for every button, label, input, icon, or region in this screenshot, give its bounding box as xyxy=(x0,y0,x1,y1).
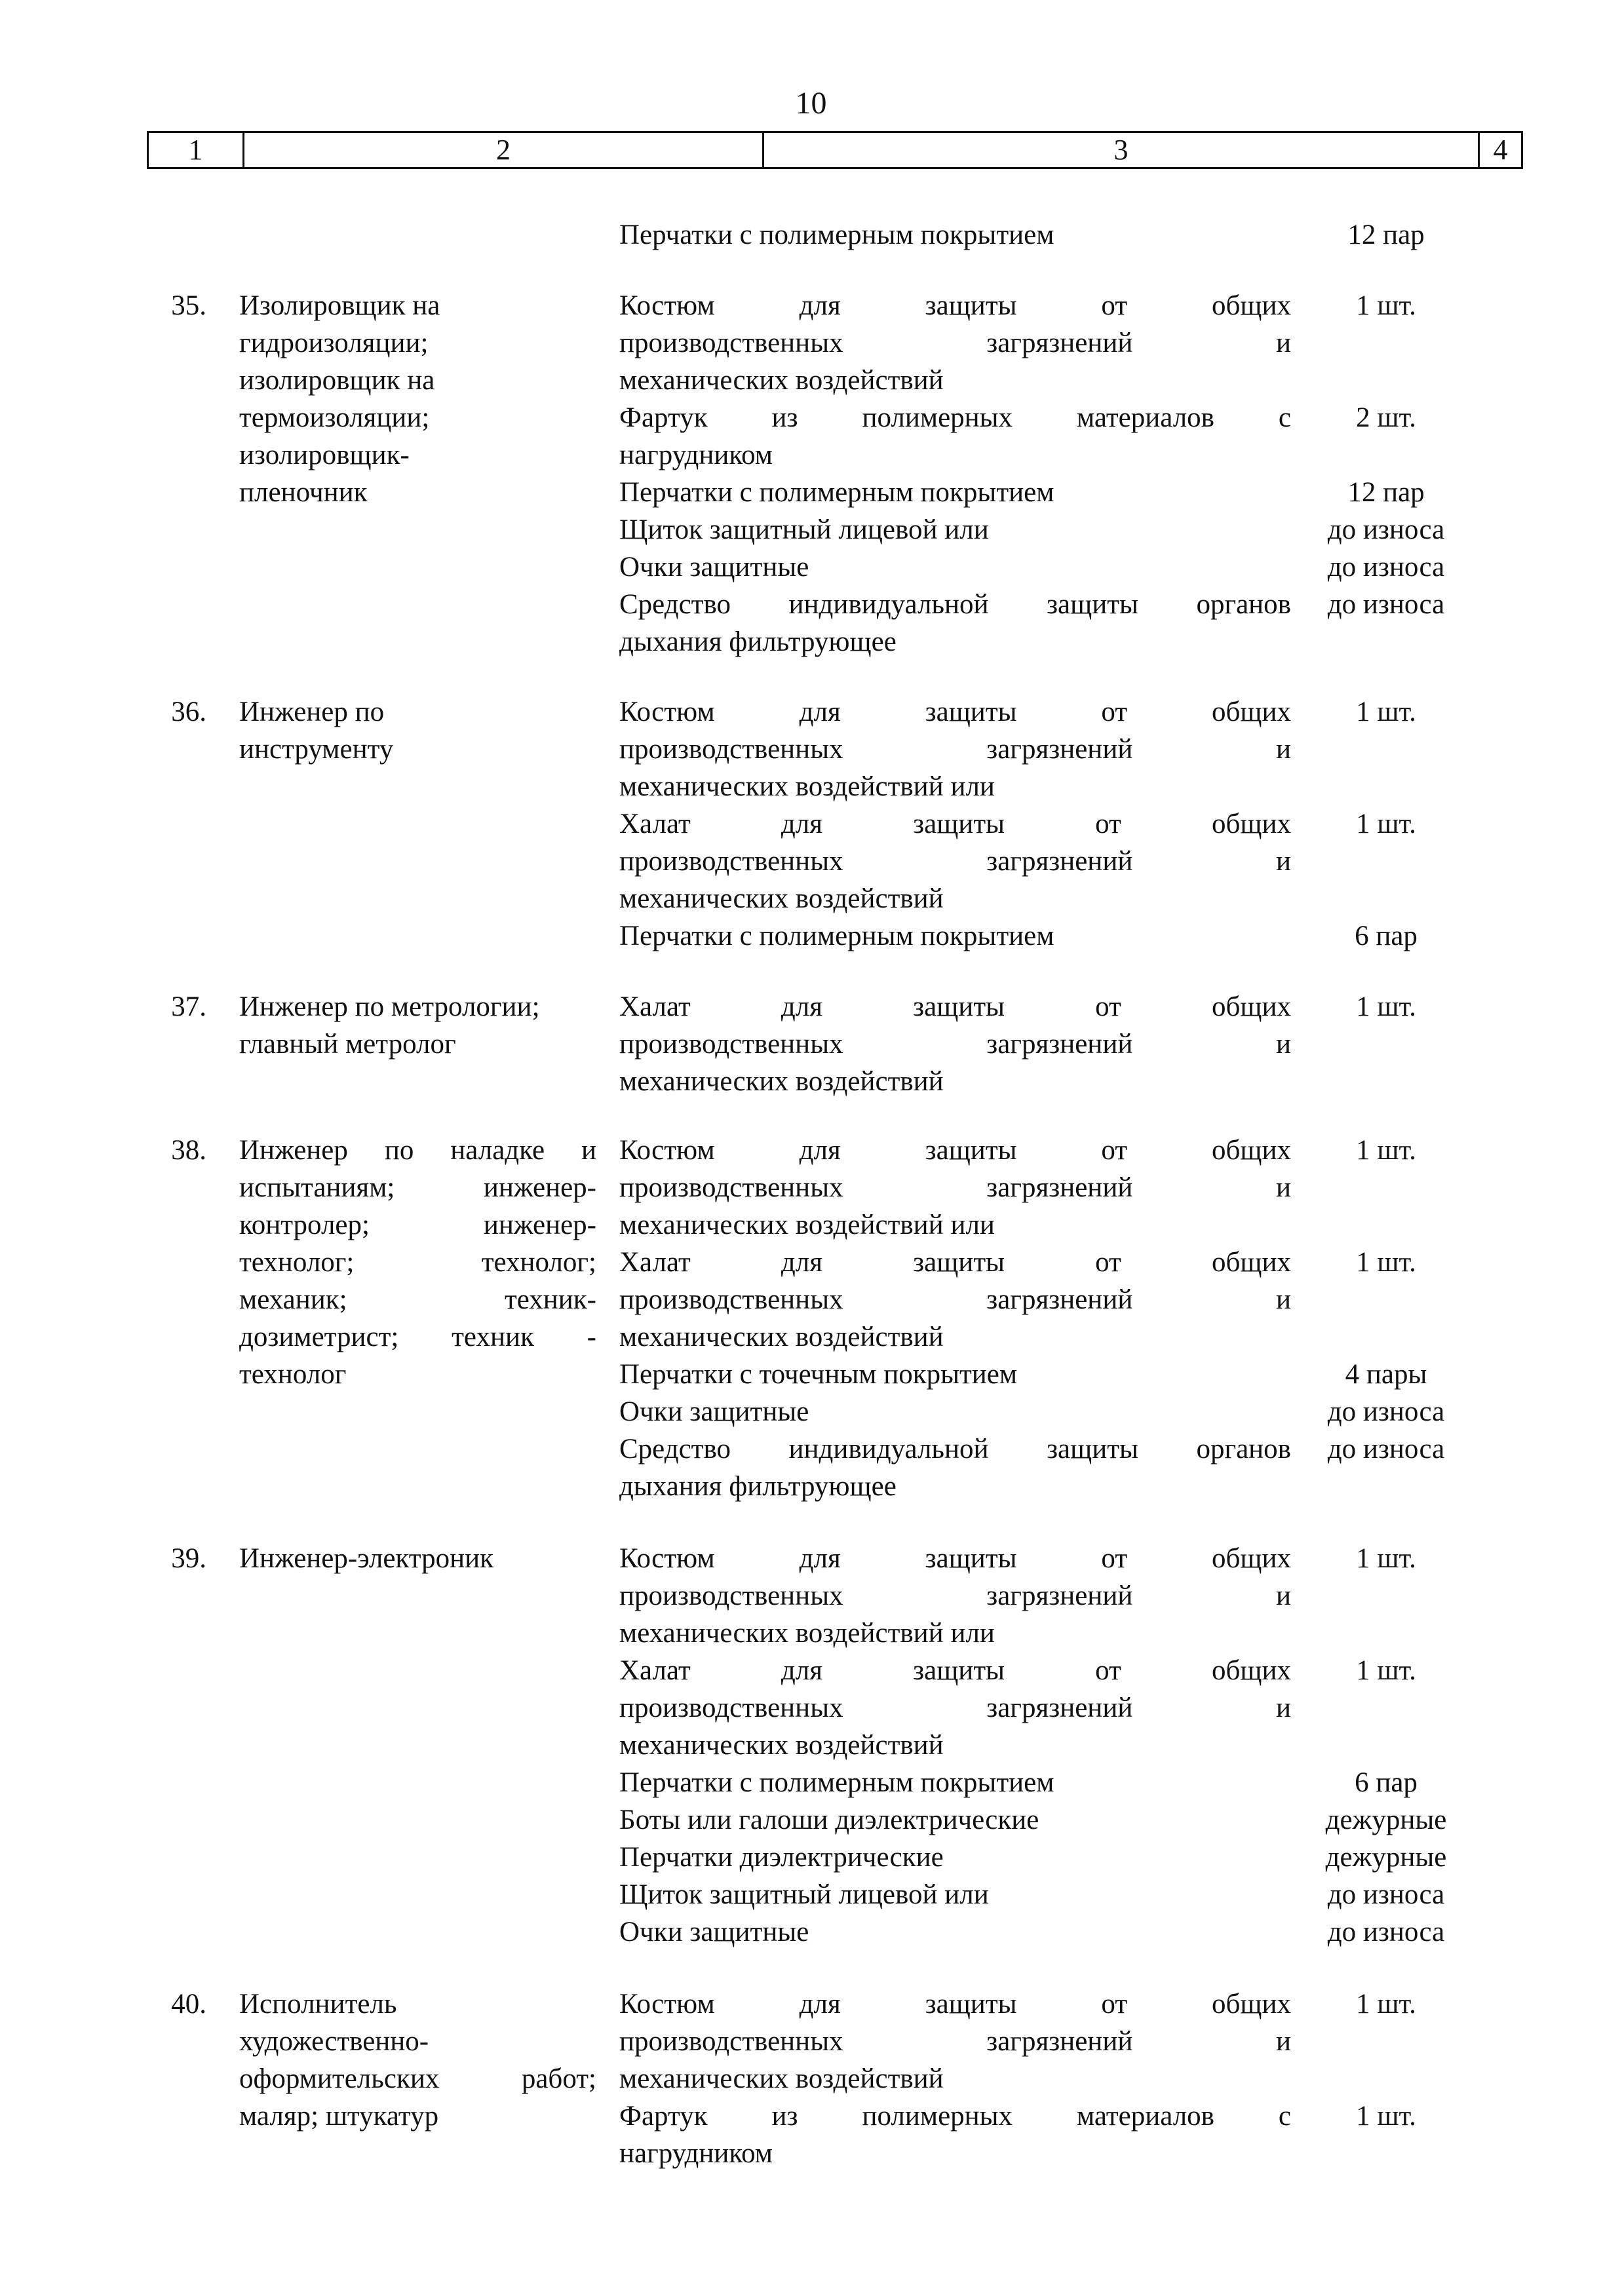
quantity-cell xyxy=(1304,1540,1468,1951)
occupation-line: гидроизоляции; xyxy=(239,328,429,358)
quantity-value: 12 пар xyxy=(1347,477,1425,508)
occupation-line: инструменту xyxy=(239,734,394,765)
quantity-cell xyxy=(1304,1132,1468,1505)
ppe-line: Фартук из полимерных материалов с xyxy=(619,402,1291,433)
occupation-line: Инженер по наладке и xyxy=(239,1135,596,1166)
ppe-line: Средство индивидуальной защиты органов xyxy=(619,1434,1291,1464)
occupation-line: Исполнитель xyxy=(239,1989,397,2019)
quantity-value: 6 пар xyxy=(1355,1767,1418,1798)
row-number: 40. xyxy=(171,1989,206,2019)
ppe-line: производственных загрязнений и xyxy=(619,1172,1291,1203)
occupation-line: испытаниям; инженер- xyxy=(239,1172,596,1203)
quantity-value: до износа xyxy=(1327,1879,1445,1910)
ppe-line: Фартук из полимерных материалов с xyxy=(619,2101,1291,2132)
header-col-3: 3 xyxy=(764,133,1480,167)
occupation-line: оформительских работ; xyxy=(239,2063,596,2094)
ppe-line: механических воздействий xyxy=(619,883,944,914)
ppe-line: производственных загрязнений и xyxy=(619,328,1291,358)
occupation-line: термоизоляции; xyxy=(239,402,430,433)
occupation-line: Инженер по xyxy=(239,697,385,727)
ppe-line: производственных загрязнений и xyxy=(619,1284,1291,1315)
ppe-line: производственных загрязнений и xyxy=(619,1580,1291,1611)
occupation-line: технолог; технолог; xyxy=(239,1247,596,1278)
ppe-line: производственных загрязнений и xyxy=(619,1693,1291,1723)
ppe-line: дыхания фильтрующее xyxy=(619,1471,897,1502)
ppe-line: Перчатки с полимерным покрытием xyxy=(619,921,1054,951)
ppe-line: механических воздействий или xyxy=(619,1618,995,1649)
ppe-line: Костюм для защиты от общих xyxy=(619,697,1291,727)
occupation-line: изолировщик- xyxy=(239,440,410,470)
ppe-line: Щиток защитный лицевой или xyxy=(619,1879,989,1910)
quantity-value: 1 шт. xyxy=(1356,2101,1416,2132)
occupation-line: пленочник xyxy=(239,477,368,508)
ppe-line: производственных загрязнений и xyxy=(619,2026,1291,2057)
ppe-cell xyxy=(619,693,1291,955)
quantity-value: 1 шт. xyxy=(1356,1247,1416,1278)
quantity-value: дежурные xyxy=(1325,1805,1447,1835)
quantity-value: 1 шт. xyxy=(1356,290,1416,321)
ppe-cell xyxy=(619,988,1291,1100)
occupation-cell xyxy=(239,988,596,1063)
occupation-line: Инженер-электроник xyxy=(239,1543,493,1574)
row-number: 36. xyxy=(171,697,206,727)
quantity-value: 1 шт. xyxy=(1356,1655,1416,1686)
ppe-line: Очки защитные xyxy=(619,552,809,583)
quantity-value: до износа xyxy=(1327,552,1445,583)
quantity-value: 2 шт. xyxy=(1356,402,1416,433)
ppe-line: Халат для защиты от общих xyxy=(619,1655,1291,1686)
occupation-cell xyxy=(239,1985,596,2135)
occupation-line: маляр; штукатур xyxy=(239,2101,439,2132)
quantity-cell xyxy=(1304,287,1468,660)
ppe-line: нагрудником xyxy=(619,2138,773,2169)
quantity-value: до износа xyxy=(1327,1396,1445,1427)
occupation-line: технолог xyxy=(239,1359,347,1390)
quantity-value: 6 пар xyxy=(1355,921,1418,951)
quantity-value: до износа xyxy=(1327,1917,1445,1947)
ppe-line: производственных загрязнений и xyxy=(619,1029,1291,1060)
quantity-value: 1 шт. xyxy=(1356,1989,1416,2019)
ppe-line: Перчатки с полимерным покрытием xyxy=(619,477,1054,508)
occupation-cell xyxy=(239,693,596,768)
ppe-line: Перчатки диэлектрические xyxy=(619,1842,944,1873)
quantity-value: 1 шт. xyxy=(1356,809,1416,839)
occupation-line: дозиметрист; техник - xyxy=(239,1322,596,1352)
ppe-line: механических воздействий xyxy=(619,1066,944,1097)
quantity-value: до износа xyxy=(1327,589,1445,620)
ppe-line: Костюм для защиты от общих xyxy=(619,1989,1291,2019)
ppe-line: Перчатки с точечным покрытием xyxy=(619,1359,1018,1390)
header-col-2: 2 xyxy=(244,133,764,167)
ppe-line: механических воздействий или xyxy=(619,771,995,802)
quantity-value: до износа xyxy=(1327,1434,1445,1464)
quantity-value: дежурные xyxy=(1325,1842,1447,1873)
ppe-line: механических воздействий xyxy=(619,365,944,396)
ppe-line: Костюм для защиты от общих xyxy=(619,1543,1291,1574)
page-number: 10 xyxy=(795,86,827,121)
row-number: 35. xyxy=(171,290,206,321)
ppe-line: Костюм для защиты от общих xyxy=(619,1135,1291,1166)
quantity-value: 1 шт. xyxy=(1356,1543,1416,1574)
quantity-cell xyxy=(1304,216,1468,254)
quantity-value: 1 шт. xyxy=(1356,991,1416,1022)
quantity-value: 4 пары xyxy=(1345,1359,1427,1390)
occupation-line: главный метролог xyxy=(239,1029,456,1060)
quantity-cell xyxy=(1304,693,1468,955)
occupation-cell xyxy=(239,287,596,511)
quantity-cell xyxy=(1304,1985,1468,2172)
ppe-cell xyxy=(619,216,1291,254)
occupation-line: изолировщик на xyxy=(239,365,435,396)
ppe-line: Боты или галоши диэлектрические xyxy=(619,1805,1039,1835)
ppe-cell xyxy=(619,1132,1291,1505)
ppe-line: нагрудником xyxy=(619,440,773,470)
ppe-line: дыхания фильтрующее xyxy=(619,626,897,657)
quantity-value: до износа xyxy=(1327,514,1445,545)
occupation-line: художественно- xyxy=(239,2026,429,2057)
ppe-line: производственных загрязнений и xyxy=(619,846,1291,877)
ppe-line: механических воздействий xyxy=(619,1730,944,1761)
occupation-line: Инженер по метрологии; xyxy=(239,991,540,1022)
quantity-value: 1 шт. xyxy=(1356,697,1416,727)
occupation-line: контролер; инженер- xyxy=(239,1210,596,1240)
quantity-cell xyxy=(1304,988,1468,1100)
occupation-cell xyxy=(239,1132,596,1393)
ppe-line: производственных загрязнений и xyxy=(619,734,1291,765)
ppe-line: Халат для защиты от общих xyxy=(619,1247,1291,1278)
ppe-line: Очки защитные xyxy=(619,1396,809,1427)
ppe-line: Костюм для защиты от общих xyxy=(619,290,1291,321)
ppe-line: Перчатки с полимерным покрытием xyxy=(619,1767,1054,1798)
ppe-cell xyxy=(619,1985,1291,2172)
ppe-line: механических воздействий xyxy=(619,2063,944,2094)
row-number: 38. xyxy=(171,1135,206,1166)
header-col-4: 4 xyxy=(1493,134,1508,166)
ppe-line: Очки защитные xyxy=(619,1917,809,1947)
row-number: 37. xyxy=(171,991,206,1022)
occupation-cell xyxy=(239,1540,596,1577)
ppe-line: Халат для защиты от общих xyxy=(619,809,1291,839)
ppe-line: Перчатки с полимерным покрытием xyxy=(619,220,1054,250)
quantity-value: 1 шт. xyxy=(1356,1135,1416,1166)
quantity-value: 12 пар xyxy=(1347,220,1425,250)
row-number: 39. xyxy=(171,1543,206,1574)
occupation-line: механик; техник- xyxy=(239,1284,596,1315)
ppe-line: Халат для защиты от общих xyxy=(619,991,1291,1022)
ppe-line: Щиток защитный лицевой или xyxy=(619,514,989,545)
header-col-1: 1 xyxy=(149,133,244,167)
ppe-cell xyxy=(619,1540,1291,1951)
ppe-line: механических воздействий xyxy=(619,1322,944,1352)
occupation-line: Изолировщик на xyxy=(239,290,440,321)
ppe-line: механических воздействий или xyxy=(619,1210,995,1240)
ppe-line: Средство индивидуальной защиты органов xyxy=(619,589,1291,620)
ppe-cell xyxy=(619,287,1291,660)
